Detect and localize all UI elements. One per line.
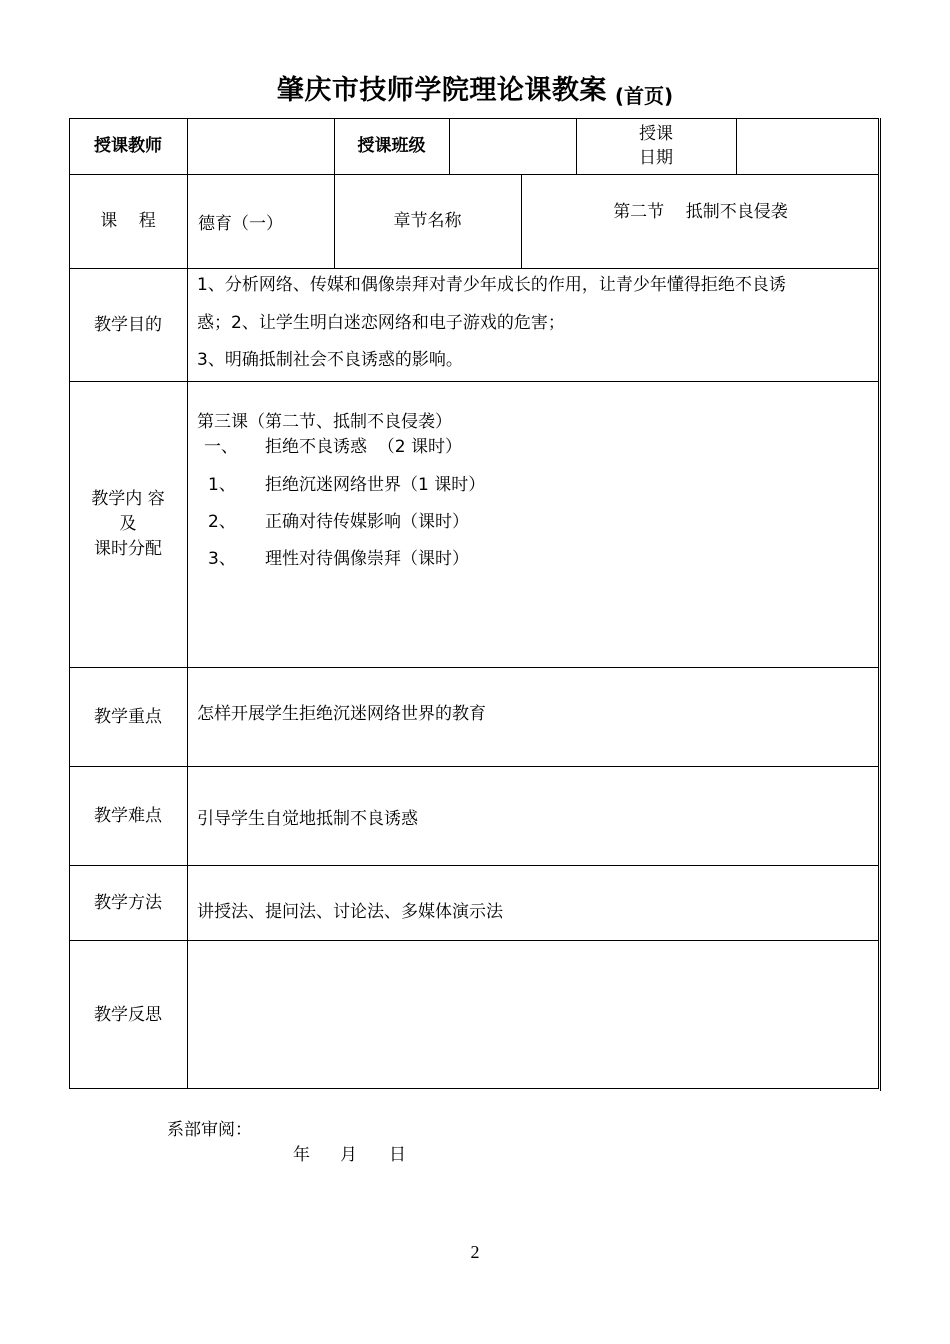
key-point-label: 教学重点: [94, 706, 162, 727]
row-divider: [69, 766, 879, 767]
date-label-line1: 授课: [639, 124, 673, 144]
department-review-label: 系部审阅：: [167, 1120, 252, 1140]
reflection-field[interactable]: [188, 941, 878, 1088]
chapter-label: 章节名称: [393, 211, 462, 231]
item-number: 2、: [208, 512, 236, 532]
objectives-line: 3、明确抵制社会不良诱惑的影响。: [197, 350, 463, 370]
item-text: 正确对待传媒影响（课时）: [265, 512, 469, 532]
page-number: 2: [470, 1242, 480, 1262]
date-label-line2: 日期: [639, 148, 673, 168]
date-day: 日: [389, 1145, 406, 1165]
row-divider: [69, 667, 879, 668]
item-text: 理性对待偶像崇拜（课时）: [265, 549, 469, 569]
date-field[interactable]: [737, 118, 879, 174]
chapter-value: 第二节 抵制不良侵袭: [613, 202, 788, 222]
class-field[interactable]: [450, 118, 576, 174]
form-double-edge: [879, 118, 881, 1091]
difficulty-label: 教学难点: [94, 805, 162, 826]
teacher-label: 授课教师: [94, 136, 162, 156]
document-title: 肇庆市技师学院理论课教案: [276, 75, 607, 106]
class-label: 授课班级: [357, 136, 426, 156]
difficulty-value: 引导学生自觉地抵制不良诱惑: [197, 809, 418, 829]
content-label-line1: 教学内 容: [91, 488, 165, 509]
item-number: 1、: [208, 475, 236, 495]
reflection-label: 教学反思: [94, 1004, 162, 1025]
item-text: 拒绝沉迷网络世界（1 课时）: [265, 475, 486, 495]
key-point-value: 怎样开展学生拒绝沉迷网络世界的教育: [197, 704, 486, 724]
method-value: 讲授法、提问法、讨论法、多媒体演示法: [197, 902, 503, 922]
section-title: 拒绝不良诱惑 （2 课时）: [265, 437, 463, 457]
date-label: [576, 118, 736, 174]
method-label: 教学方法: [94, 892, 162, 913]
row-divider: [69, 865, 879, 866]
item-number: 3、: [208, 549, 236, 569]
course-label: 课 程: [100, 211, 156, 231]
row-divider: [69, 381, 879, 382]
objectives-line: 惑；2、让学生明白迷恋网络和电子游戏的危害；: [197, 313, 565, 333]
teacher-field[interactable]: [188, 118, 334, 174]
course-value: 德育（一）: [198, 214, 283, 234]
objectives-label: 教学目的: [94, 314, 162, 335]
content-label-line3: 课时分配: [94, 538, 162, 559]
section-number: 一、: [204, 437, 238, 457]
content-label: [69, 381, 187, 667]
lesson-title: 第三课（第二节、抵制不良侵袭）: [197, 412, 452, 432]
page-title: [0, 68, 950, 107]
content-label-line2: 及: [119, 513, 137, 534]
row-divider: [69, 268, 879, 269]
date-year: 年: [293, 1145, 310, 1165]
document-subtitle: (首页): [614, 84, 674, 108]
date-month: 月: [340, 1145, 357, 1165]
objectives-line: 1、分析网络、传媒和偶像崇拜对青少年成长的作用，让青少年懂得拒绝不良诱: [197, 275, 786, 295]
